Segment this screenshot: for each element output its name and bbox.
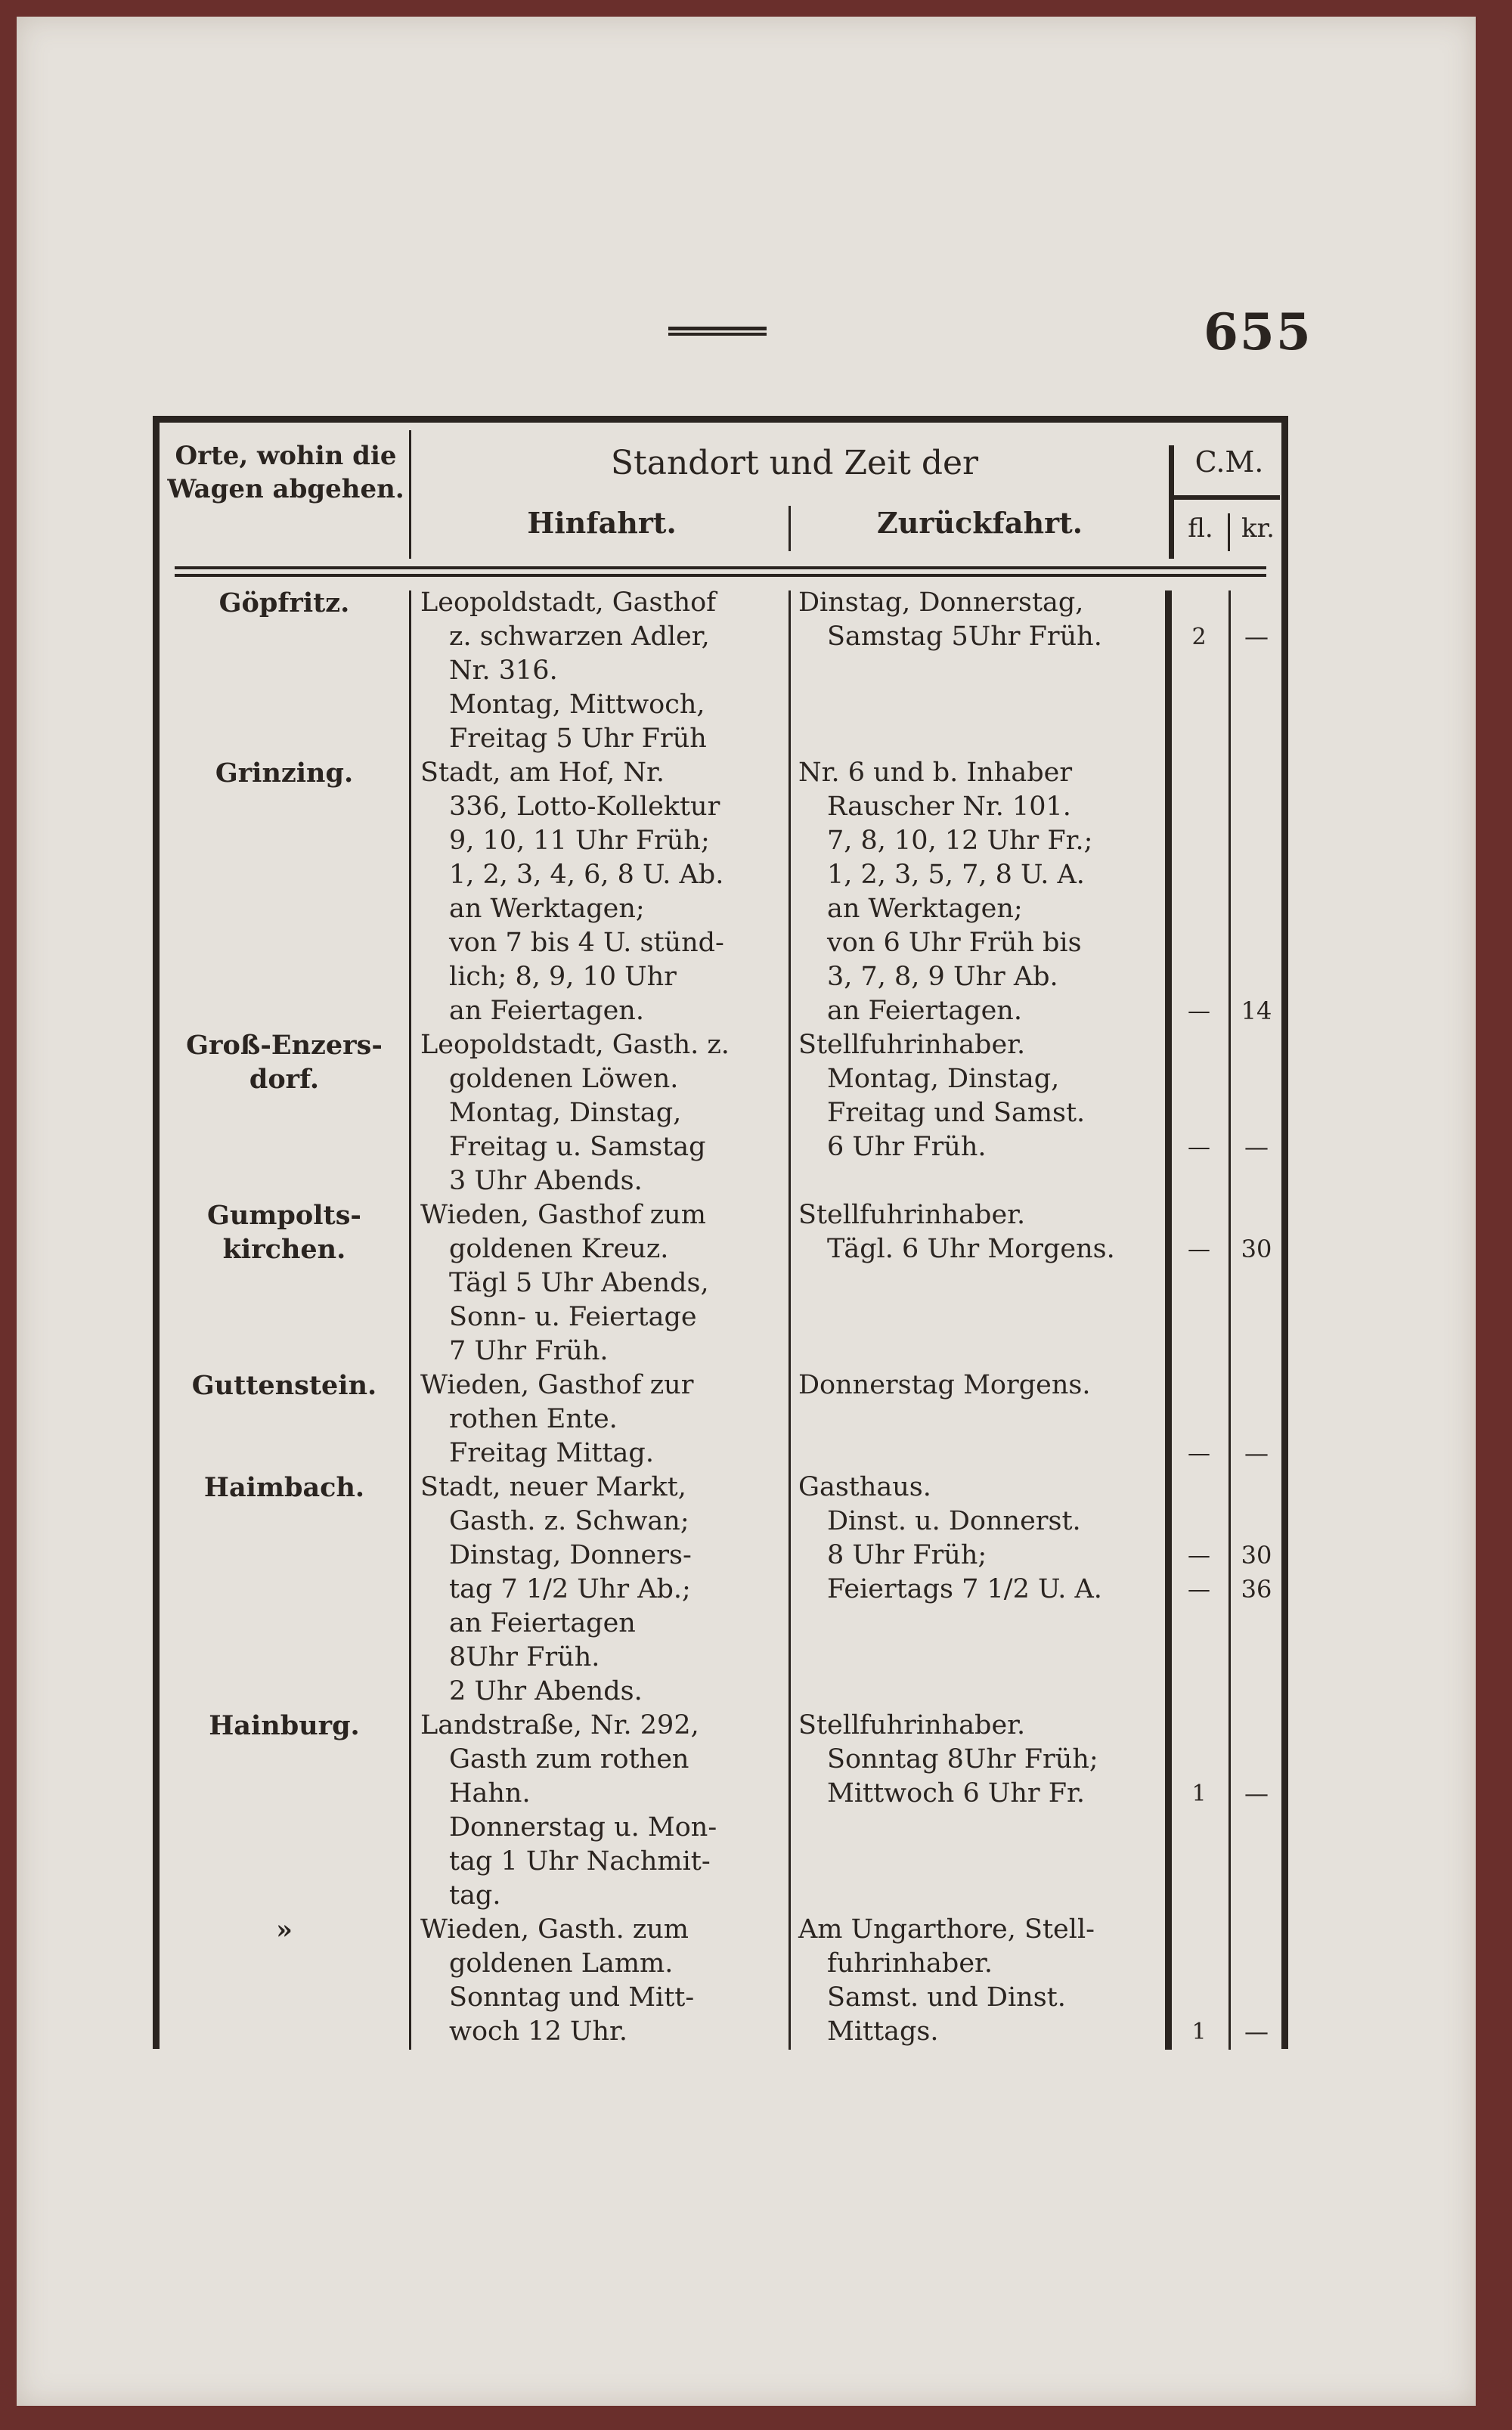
outbound-cell: an Feiertagen. (449, 996, 644, 1026)
table-row (160, 1675, 1281, 1709)
table-row (160, 1743, 1281, 1777)
table-row (160, 926, 1281, 960)
kreuzer-cell: 30 (1241, 1541, 1272, 1570)
outbound-cell: tag 1 Uhr Nachmit- (449, 1846, 711, 1877)
table-row (160, 688, 1281, 722)
table-row (160, 892, 1281, 926)
outbound-cell: Wieden, Gasthof zur (420, 1370, 694, 1400)
florin-cell: — (1188, 1576, 1210, 1603)
outbound-cell: Tägl 5 Uhr Abends, (449, 1268, 709, 1298)
outbound-cell: Stadt, am Hof, Nr. (420, 758, 665, 788)
header-location-time: Standort und Zeit der (610, 444, 979, 482)
table-row (160, 1811, 1281, 1845)
outbound-cell: Dinstag, Donners- (449, 1540, 692, 1570)
outbound-cell: an Werktagen; (449, 894, 645, 924)
return-cell: Rauscher Nr. 101. (827, 792, 1071, 822)
outbound-cell: Montag, Dinstag, (449, 1098, 682, 1128)
return-cell: 7, 8, 10, 12 Uhr Fr.; (827, 826, 1093, 856)
table-row (160, 1913, 1281, 1947)
header-divider (1174, 495, 1280, 500)
table-row (160, 756, 1281, 790)
outbound-cell: goldenen Lamm. (449, 1948, 674, 1979)
table-row (160, 994, 1281, 1028)
place-cell: Göpfritz. (218, 587, 350, 618)
table-row (160, 1709, 1281, 1743)
header-divider (1228, 513, 1230, 551)
return-cell: an Werktagen; (827, 894, 1023, 924)
table-body (160, 586, 1281, 2049)
return-cell: Stellfuhrinhaber. (798, 1200, 1026, 1230)
header-rule (668, 327, 767, 336)
florin-cell: 2 (1191, 624, 1207, 650)
outbound-cell: goldenen Löwen. (449, 1064, 679, 1094)
return-cell: Samst. und Dinst. (827, 1982, 1066, 2013)
kreuzer-cell: — (1244, 2017, 1269, 2046)
table-row (160, 1164, 1281, 1198)
place-cell: Grinzing. (215, 758, 354, 789)
table-row (160, 1266, 1281, 1300)
table-row (160, 1505, 1281, 1539)
return-cell: Feiertags 7 1/2 U. A. (827, 1574, 1102, 1604)
outbound-cell: Freitag 5 Uhr Früh (449, 724, 707, 754)
return-cell: Stellfuhrinhaber. (798, 1030, 1026, 1060)
outbound-cell: tag 7 1/2 Uhr Ab.; (449, 1574, 691, 1604)
place-cell: Guttenstein. (191, 1370, 377, 1401)
table-header (160, 423, 1281, 566)
florin-cell: 1 (1191, 1781, 1207, 1807)
return-cell: Tägl. 6 Uhr Morgens. (827, 1234, 1115, 1264)
return-cell: Dinstag, Donnerstag, (798, 587, 1084, 618)
coach-schedule-table (153, 416, 1288, 2049)
table-row (160, 960, 1281, 994)
page-number: 655 (1204, 302, 1312, 361)
florin-cell: — (1188, 1236, 1210, 1263)
place-cell: » (276, 1914, 293, 1945)
kreuzer-cell: 30 (1241, 1235, 1272, 1263)
table-row (160, 2015, 1281, 2049)
table-row (160, 1471, 1281, 1505)
place-cell: Hainburg. (209, 1710, 360, 1741)
table-row (160, 1232, 1281, 1266)
return-cell: Samstag 5Uhr Früh. (827, 621, 1102, 652)
table-row (160, 1300, 1281, 1334)
header-florin: fl. (1188, 513, 1213, 544)
header-places: Orte, wohin die Wagen abgehen. (167, 441, 404, 504)
return-cell: an Feiertagen. (827, 996, 1022, 1026)
return-cell: 3, 7, 8, 9 Uhr Ab. (827, 962, 1058, 992)
outbound-cell: Hahn. (449, 1778, 531, 1809)
outbound-cell: 1, 2, 3, 4, 6, 8 U. Ab. (449, 860, 724, 890)
place-cell: Groß-Enzers- (186, 1030, 383, 1061)
place-cell: Gumpolts- (207, 1200, 361, 1231)
florin-cell: — (1188, 1440, 1210, 1467)
outbound-cell: Nr. 316. (449, 656, 558, 686)
kreuzer-cell: — (1244, 622, 1269, 651)
header-currency: C.M. (1194, 445, 1264, 479)
outbound-cell: Wieden, Gasthof zum (420, 1200, 706, 1230)
outbound-cell: 2 Uhr Abends. (449, 1676, 643, 1706)
outbound-cell: Montag, Mittwoch, (449, 690, 705, 720)
header-kreuzer: kr. (1241, 513, 1275, 544)
florin-cell: — (1188, 1542, 1210, 1569)
table-row (160, 1573, 1281, 1607)
return-cell: fuhrinhaber. (827, 1948, 993, 1979)
return-cell: Donnerstag Morgens. (798, 1370, 1091, 1400)
outbound-cell: 336, Lotto-Kollektur (449, 792, 720, 822)
table-row (160, 1777, 1281, 1811)
return-cell: 1, 2, 3, 5, 7, 8 U. A. (827, 860, 1085, 890)
outbound-cell: Donnerstag u. Mon- (449, 1812, 717, 1843)
outbound-cell: woch 12 Uhr. (449, 2016, 628, 2047)
table-row (160, 1641, 1281, 1675)
outbound-cell: Gasth. z. Schwan; (449, 1506, 689, 1536)
outbound-cell: 8Uhr Früh. (449, 1642, 600, 1672)
table-row (160, 1981, 1281, 2015)
outbound-cell: z. schwarzen Adler, (449, 621, 710, 652)
return-cell: Dinst. u. Donnerst. (827, 1506, 1081, 1536)
place-cell: Haimbach. (203, 1472, 365, 1503)
header-divider (409, 430, 411, 559)
return-cell: Am Ungarthore, Stell- (798, 1914, 1095, 1945)
return-cell: Mittags. (827, 2016, 939, 2047)
kreuzer-cell: — (1244, 1439, 1269, 1468)
place-cell: kirchen. (222, 1234, 346, 1265)
return-cell: Gasthaus. (798, 1472, 931, 1502)
return-cell: 8 Uhr Früh; (827, 1540, 987, 1570)
outbound-cell: 7 Uhr Früh. (449, 1336, 609, 1366)
table-row (160, 1607, 1281, 1641)
kreuzer-cell: 36 (1241, 1575, 1272, 1604)
kreuzer-cell: — (1244, 1133, 1269, 1161)
table-row (160, 858, 1281, 892)
header-double-rule (175, 566, 1266, 577)
return-cell: Mittwoch 6 Uhr Fr. (827, 1778, 1086, 1809)
table-row (160, 1845, 1281, 1879)
table-row (160, 1879, 1281, 1913)
return-cell: von 6 Uhr Früh bis (827, 928, 1082, 958)
outbound-cell: Freitag Mittag. (449, 1438, 654, 1468)
kreuzer-cell: 14 (1241, 996, 1272, 1025)
header-outbound: Hinfahrt. (527, 506, 677, 540)
outbound-cell: lich; 8, 9, 10 Uhr (449, 962, 677, 992)
outbound-cell: rothen Ente. (449, 1404, 618, 1434)
table-row (160, 1539, 1281, 1573)
table-row (160, 1403, 1281, 1437)
table-row (160, 1437, 1281, 1471)
table-row (160, 1198, 1281, 1232)
header-divider (1169, 445, 1174, 559)
table-row (160, 1368, 1281, 1403)
outbound-cell: Wieden, Gasth. zum (420, 1914, 689, 1945)
florin-cell: — (1188, 1134, 1210, 1161)
return-cell: Freitag und Samst. (827, 1098, 1086, 1128)
table-row (160, 1947, 1281, 1981)
outbound-cell: Sonn- u. Feiertage (449, 1302, 697, 1332)
outbound-cell: 9, 10, 11 Uhr Früh; (449, 826, 710, 856)
table-row (160, 1028, 1281, 1062)
return-cell: Nr. 6 und b. Inhaber (798, 758, 1073, 788)
florin-cell: 1 (1191, 2019, 1207, 2045)
outbound-cell: Landstraße, Nr. 292, (420, 1710, 699, 1740)
table-row (160, 1062, 1281, 1096)
return-cell: Montag, Dinstag, (827, 1064, 1060, 1094)
outbound-cell: an Feiertagen (449, 1608, 636, 1638)
return-cell: Stellfuhrinhaber. (798, 1710, 1026, 1740)
table-row (160, 1130, 1281, 1164)
outbound-cell: 3 Uhr Abends. (449, 1166, 643, 1196)
outbound-cell: tag. (449, 1880, 501, 1911)
table-row (160, 1096, 1281, 1130)
kreuzer-cell: — (1244, 1779, 1269, 1808)
outbound-cell: goldenen Kreuz. (449, 1234, 669, 1264)
outbound-cell: Freitag u. Samstag (449, 1132, 706, 1162)
outbound-cell: Leopoldstadt, Gasthof (420, 587, 717, 618)
return-cell: 6 Uhr Früh. (827, 1132, 987, 1162)
book-page (17, 17, 1476, 2406)
outbound-cell: Sonntag und Mitt- (449, 1982, 695, 2013)
header-divider (789, 506, 791, 551)
table-row (160, 620, 1281, 654)
table-row (160, 790, 1281, 824)
table-row (160, 654, 1281, 688)
return-cell: Sonntag 8Uhr Früh; (827, 1744, 1098, 1774)
table-row (160, 1334, 1281, 1368)
place-cell: dorf. (249, 1064, 320, 1095)
table-row (160, 722, 1281, 756)
outbound-cell: von 7 bis 4 U. stünd- (449, 928, 724, 958)
florin-cell: — (1188, 998, 1210, 1024)
outbound-cell: Stadt, neuer Markt, (420, 1472, 686, 1502)
table-row (160, 824, 1281, 858)
outbound-cell: Gasth zum rothen (449, 1744, 689, 1774)
table-row (160, 586, 1281, 620)
header-return: Zurückfahrt. (877, 506, 1083, 540)
outbound-cell: Leopoldstadt, Gasth. z. (420, 1030, 730, 1060)
